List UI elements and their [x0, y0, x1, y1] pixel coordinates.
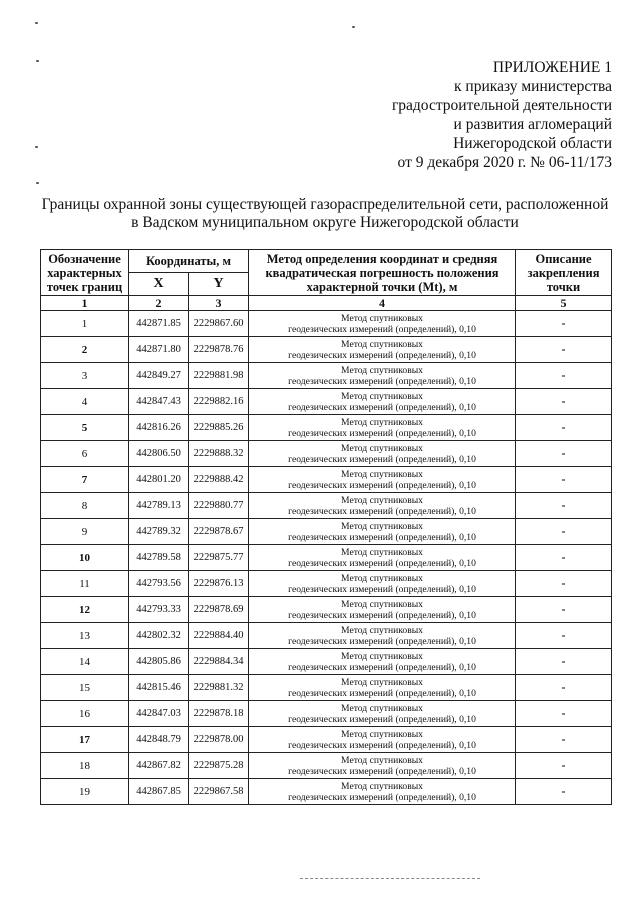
point-id: 18	[41, 753, 129, 779]
coord-y: 2229885.26	[189, 415, 249, 441]
method-line-2: геодезических измерений (определений), 0,10	[288, 479, 476, 491]
description-cell: -	[516, 545, 612, 571]
method-line-2: геодезических измерений (определений), 0,10	[288, 531, 476, 543]
table-row	[41, 363, 612, 389]
table-row	[41, 571, 612, 597]
method-cell	[249, 441, 516, 467]
point-id: 8	[41, 493, 129, 519]
coord-x: 442805.86	[129, 649, 189, 675]
scan-speck	[36, 182, 39, 184]
method-line-1: Метод спутниковых	[341, 442, 423, 454]
method-line-1: Метод спутниковых	[341, 728, 423, 740]
header-y: Y	[189, 273, 249, 296]
coord-y: 2229875.28	[189, 753, 249, 779]
description-cell: -	[516, 441, 612, 467]
method-line-2: геодезических измерений (определений), 0,10	[288, 375, 476, 387]
header-coords: Координаты, м	[129, 250, 249, 273]
coord-x: 442793.56	[129, 571, 189, 597]
coord-x: 442789.13	[129, 493, 189, 519]
scan-speck	[36, 60, 39, 62]
title-line-1: Границы охранной зоны существующей газораспределительной сети, расположенной	[41, 196, 609, 213]
coord-y: 2229884.40	[189, 623, 249, 649]
scan-speck	[35, 22, 38, 24]
method-line-2: геодезических измерений (определений), 0,10	[288, 505, 476, 517]
coord-y: 2229878.00	[189, 727, 249, 753]
description-cell: -	[516, 337, 612, 363]
description-cell: -	[516, 311, 612, 337]
point-id: 16	[41, 701, 129, 727]
header-x: X	[129, 273, 189, 296]
point-id: 17	[41, 727, 129, 753]
table-row	[41, 675, 612, 701]
method-cell	[249, 337, 516, 363]
point-id: 2	[41, 337, 129, 363]
annex-line: ПРИЛОЖЕНИЕ 1	[492, 59, 612, 76]
scan-speck	[35, 146, 38, 148]
method-line-1: Метод спутниковых	[341, 390, 423, 402]
coord-x: 442815.46	[129, 675, 189, 701]
description-cell: -	[516, 701, 612, 727]
description-cell: -	[516, 467, 612, 493]
table-row	[41, 337, 612, 363]
description-cell: -	[516, 623, 612, 649]
coord-y: 2229878.18	[189, 701, 249, 727]
coord-x: 442847.43	[129, 389, 189, 415]
table-row	[41, 727, 612, 753]
coordinates-table	[40, 249, 612, 805]
method-cell	[249, 415, 516, 441]
method-cell	[249, 623, 516, 649]
coord-y: 2229876.13	[189, 571, 249, 597]
coord-x: 442802.32	[129, 623, 189, 649]
coord-y: 2229881.98	[189, 363, 249, 389]
table-row	[41, 753, 612, 779]
point-id: 6	[41, 441, 129, 467]
method-line-1: Метод спутниковых	[341, 468, 423, 480]
col-number: 3	[189, 296, 249, 311]
table-row	[41, 441, 612, 467]
description-cell: -	[516, 675, 612, 701]
document-title	[40, 196, 610, 232]
coord-y: 2229878.69	[189, 597, 249, 623]
point-id: 9	[41, 519, 129, 545]
point-id: 5	[41, 415, 129, 441]
table-row	[41, 311, 612, 337]
method-line-2: геодезических измерений (определений), 0,10	[288, 635, 476, 647]
method-line-1: Метод спутниковых	[341, 572, 423, 584]
table-body	[41, 311, 612, 805]
coord-y: 2229875.77	[189, 545, 249, 571]
method-line-1: Метод спутниковых	[341, 780, 423, 792]
method-line-2: геодезических измерений (определений), 0,10	[288, 427, 476, 439]
method-line-2: геодезических измерений (определений), 0,10	[288, 687, 476, 699]
method-line-1: Метод спутниковых	[341, 520, 423, 532]
coord-y: 2229884.34	[189, 649, 249, 675]
coord-x: 442847.03	[129, 701, 189, 727]
method-cell	[249, 675, 516, 701]
description-cell: -	[516, 649, 612, 675]
method-line-1: Метод спутниковых	[341, 416, 423, 428]
table-row	[41, 389, 612, 415]
point-id: 10	[41, 545, 129, 571]
coord-x: 442848.79	[129, 727, 189, 753]
method-line-1: Метод спутниковых	[341, 754, 423, 766]
method-line-1: Метод спутниковых	[341, 702, 423, 714]
coord-y: 2229888.42	[189, 467, 249, 493]
table-row	[41, 779, 612, 805]
table-row	[41, 467, 612, 493]
method-cell	[249, 649, 516, 675]
method-cell	[249, 389, 516, 415]
coord-x: 442793.33	[129, 597, 189, 623]
method-line-1: Метод спутниковых	[341, 624, 423, 636]
method-cell	[249, 779, 516, 805]
table-row	[41, 415, 612, 441]
method-line-1: Метод спутниковых	[341, 598, 423, 610]
coord-x: 442867.85	[129, 779, 189, 805]
method-cell	[249, 571, 516, 597]
coord-x: 442801.20	[129, 467, 189, 493]
coord-x: 442789.58	[129, 545, 189, 571]
method-line-2: геодезических измерений (определений), 0,10	[288, 583, 476, 595]
method-line-2: геодезических измерений (определений), 0,10	[288, 557, 476, 569]
description-cell: -	[516, 597, 612, 623]
method-cell	[249, 597, 516, 623]
table-row	[41, 493, 612, 519]
method-line-2: геодезических измерений (определений), 0,10	[288, 609, 476, 621]
point-id: 12	[41, 597, 129, 623]
table-row	[41, 701, 612, 727]
coord-y: 2229882.16	[189, 389, 249, 415]
col-number: 1	[41, 296, 129, 311]
annex-line: и развития агломераций	[453, 116, 612, 133]
coord-x: 442871.85	[129, 311, 189, 337]
table-row	[41, 597, 612, 623]
coord-y: 2229878.76	[189, 337, 249, 363]
point-id: 13	[41, 623, 129, 649]
coord-y: 2229880.77	[189, 493, 249, 519]
point-id: 4	[41, 389, 129, 415]
annex-line: к приказу министерства	[454, 78, 612, 95]
header-method: Метод определения координат и средняя квадратическая погрешность положения характерной точки (Mt), м	[249, 250, 516, 296]
description-cell: -	[516, 389, 612, 415]
method-cell	[249, 311, 516, 337]
method-cell	[249, 753, 516, 779]
point-id: 15	[41, 675, 129, 701]
description-cell: -	[516, 727, 612, 753]
method-cell	[249, 519, 516, 545]
method-line-2: геодезических измерений (определений), 0,10	[288, 739, 476, 751]
method-cell	[249, 467, 516, 493]
method-line-2: геодезических измерений (определений), 0,10	[288, 349, 476, 361]
method-cell	[249, 727, 516, 753]
annex-line: градостроительной деятельности	[391, 97, 612, 114]
annex-block	[392, 58, 612, 172]
method-line-1: Метод спутниковых	[341, 312, 423, 324]
annex-line: от 9 декабря 2020 г. № 06-11/173	[397, 154, 612, 171]
description-cell: -	[516, 493, 612, 519]
annex-line: Нижегородской области	[453, 135, 612, 152]
method-line-2: геодезических измерений (определений), 0,10	[288, 401, 476, 413]
col-number: 5	[516, 296, 612, 311]
method-line-2: геодезических измерений (определений), 0,10	[288, 323, 476, 335]
col-number: 4	[249, 296, 516, 311]
description-cell: -	[516, 415, 612, 441]
coord-y: 2229878.67	[189, 519, 249, 545]
coord-x: 442867.82	[129, 753, 189, 779]
coord-y: 2229881.32	[189, 675, 249, 701]
method-line-1: Метод спутниковых	[341, 676, 423, 688]
method-line-2: геодезических измерений (определений), 0,10	[288, 765, 476, 777]
method-cell	[249, 545, 516, 571]
method-cell	[249, 363, 516, 389]
table-row	[41, 649, 612, 675]
col-number: 2	[129, 296, 189, 311]
method-line-1: Метод спутниковых	[341, 650, 423, 662]
point-id: 14	[41, 649, 129, 675]
coord-x: 442789.32	[129, 519, 189, 545]
method-line-2: геодезических измерений (определений), 0,10	[288, 713, 476, 725]
header-point: Обозначение характерных точек границ	[41, 250, 129, 296]
point-id: 3	[41, 363, 129, 389]
coord-y: 2229888.32	[189, 441, 249, 467]
coord-y: 2229867.60	[189, 311, 249, 337]
method-line-1: Метод спутниковых	[341, 546, 423, 558]
footer-rule	[300, 878, 480, 879]
method-cell	[249, 493, 516, 519]
method-cell	[249, 701, 516, 727]
point-id: 11	[41, 571, 129, 597]
point-id: 7	[41, 467, 129, 493]
method-line-2: геодезических измерений (определений), 0,10	[288, 791, 476, 803]
method-line-1: Метод спутниковых	[341, 494, 423, 506]
method-line-2: геодезических измерений (определений), 0,10	[288, 453, 476, 465]
method-line-1: Метод спутниковых	[341, 338, 423, 350]
table-row	[41, 545, 612, 571]
title-line-2: в Вадском муниципальном округе Нижегородской области	[131, 214, 519, 231]
table-row	[41, 519, 612, 545]
point-id: 1	[41, 311, 129, 337]
header-description: Описание закрепления точки	[516, 250, 612, 296]
coord-x: 442849.27	[129, 363, 189, 389]
coord-x: 442806.50	[129, 441, 189, 467]
point-id: 19	[41, 779, 129, 805]
scan-speck	[352, 26, 355, 28]
method-line-2: геодезических измерений (определений), 0,10	[288, 661, 476, 673]
description-cell: -	[516, 571, 612, 597]
description-cell: -	[516, 753, 612, 779]
description-cell: -	[516, 779, 612, 805]
table-row	[41, 623, 612, 649]
coord-x: 442816.26	[129, 415, 189, 441]
description-cell: -	[516, 519, 612, 545]
coord-y: 2229867.58	[189, 779, 249, 805]
description-cell: -	[516, 363, 612, 389]
coord-x: 442871.80	[129, 337, 189, 363]
method-line-1: Метод спутниковых	[341, 364, 423, 376]
